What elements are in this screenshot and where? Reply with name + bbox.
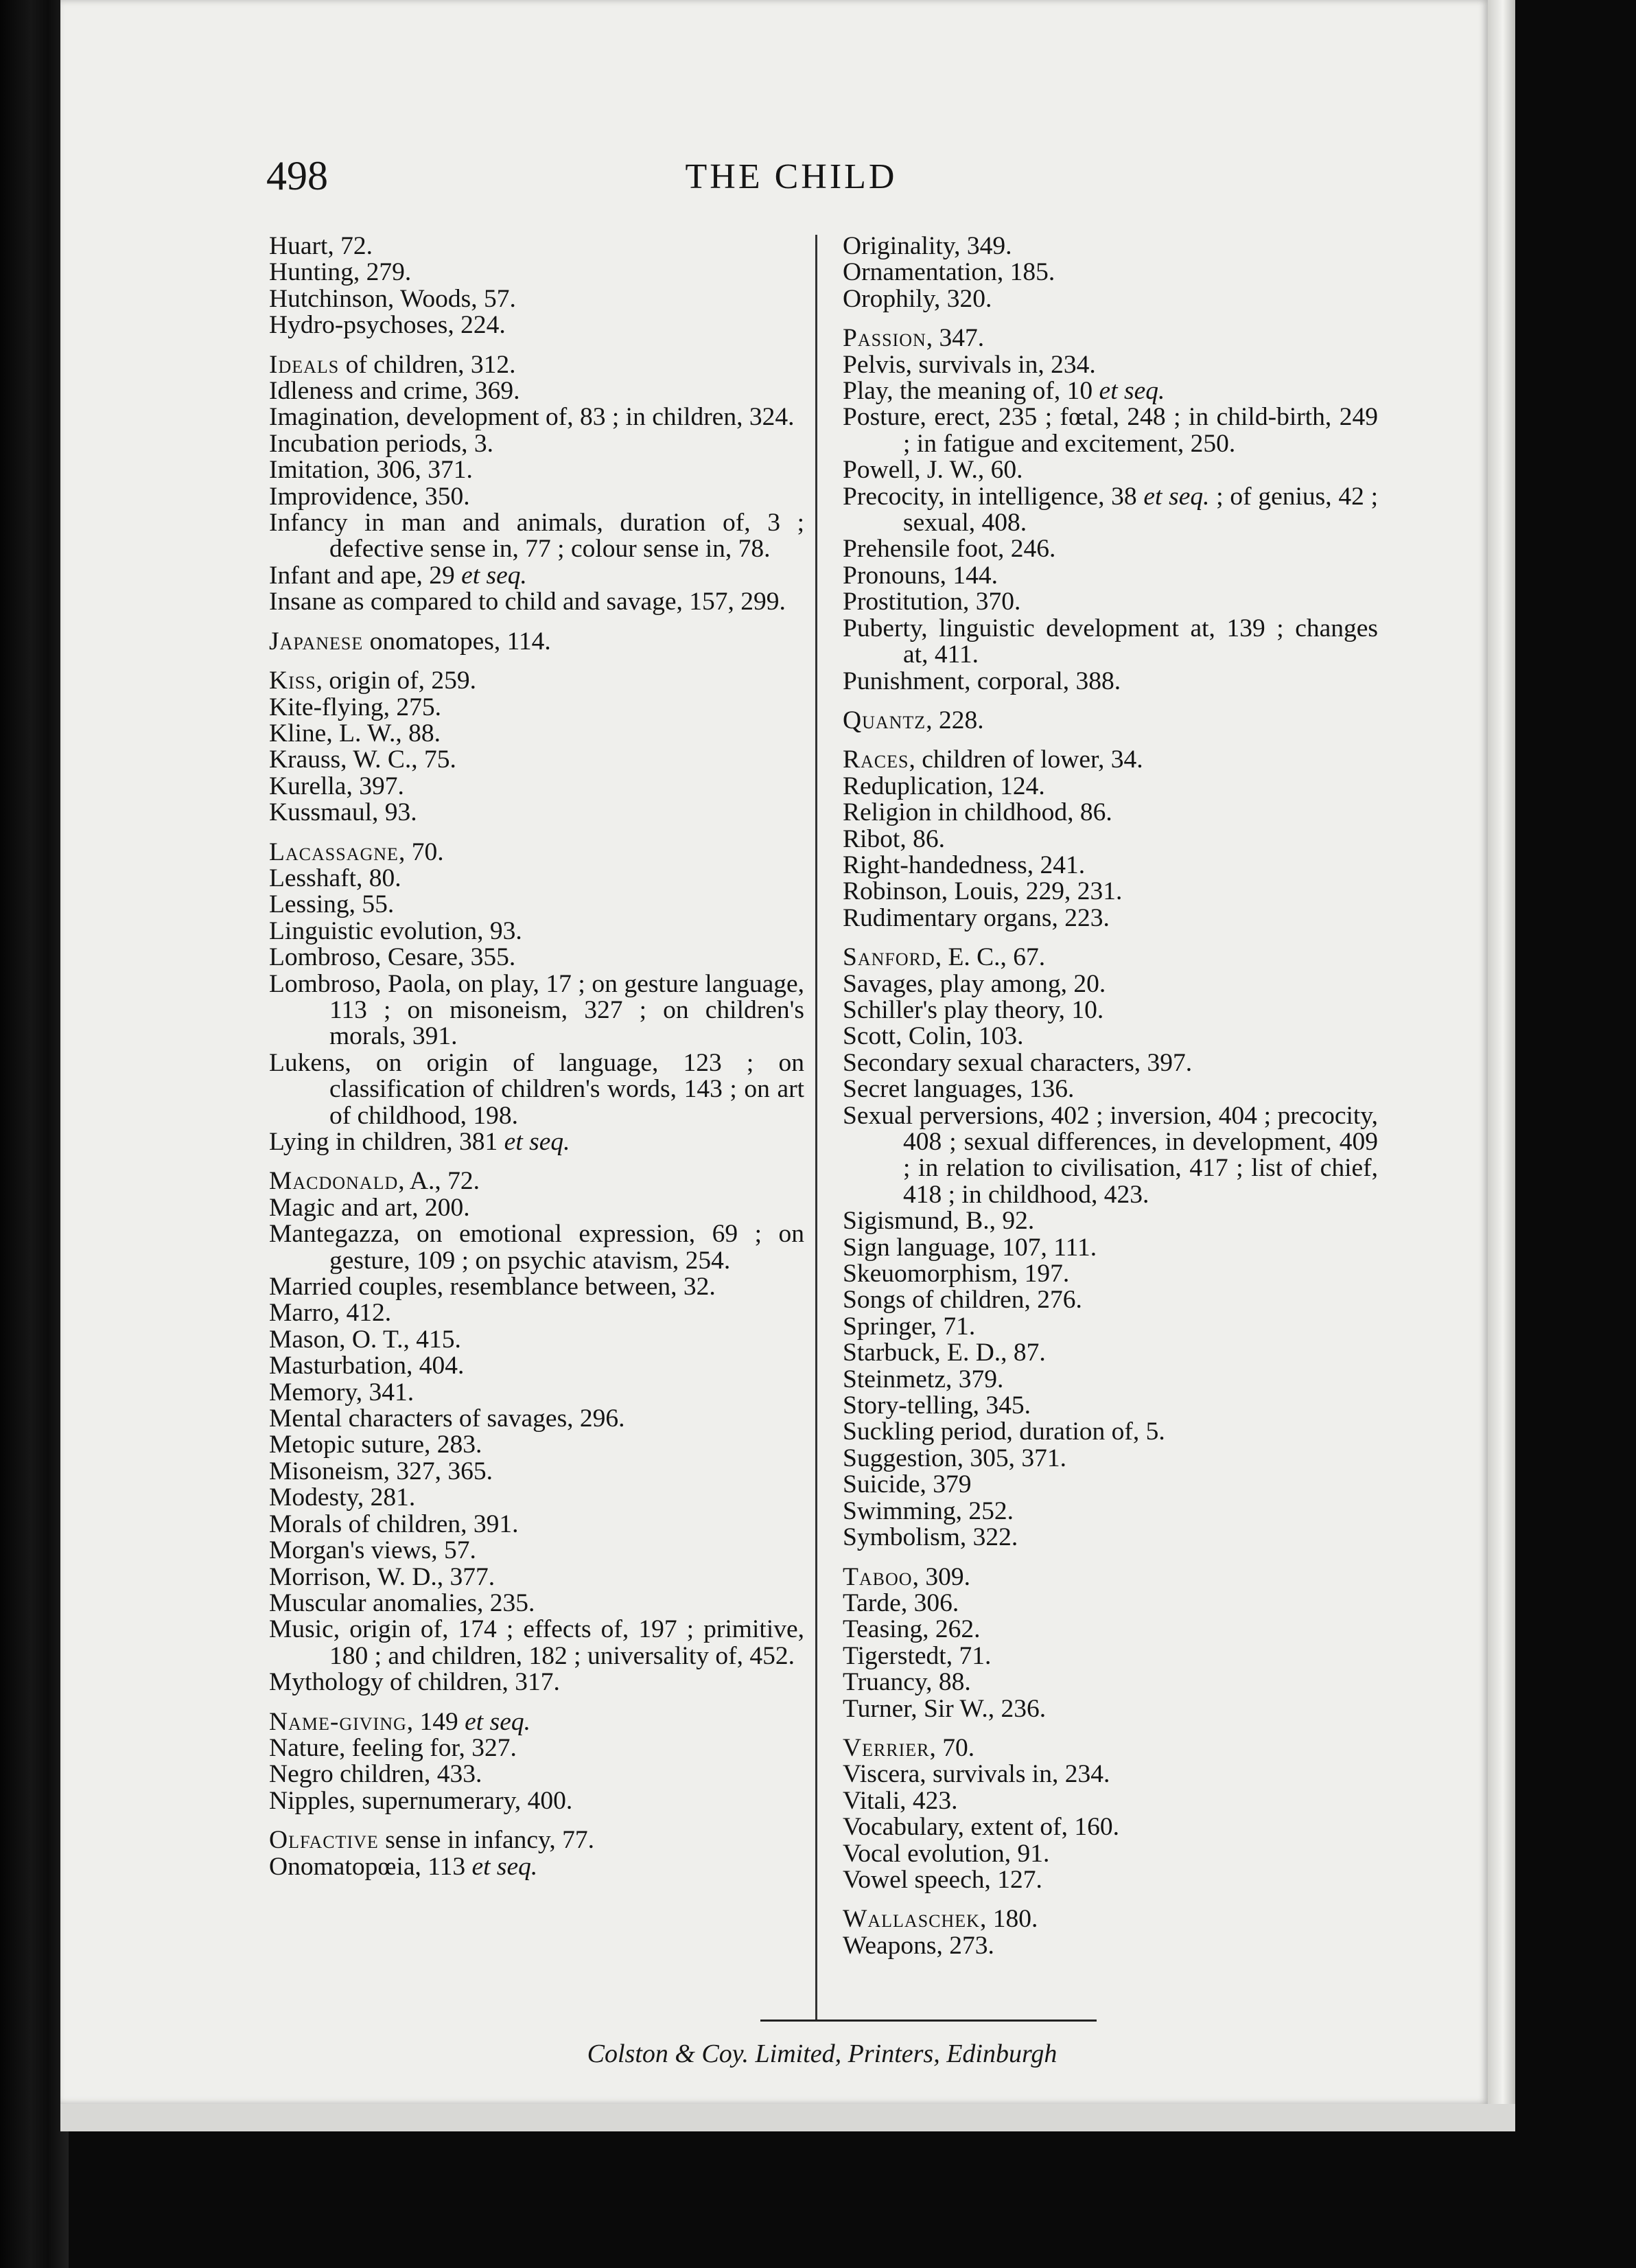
index-entry xyxy=(843,1050,1378,1076)
index-entry xyxy=(843,826,1378,853)
entry-text: Morals of children, 391. xyxy=(269,1509,519,1538)
index-entry xyxy=(843,1076,1378,1102)
index-entry xyxy=(843,1419,1378,1445)
entry-text: Suggestion, 305, 371. xyxy=(843,1444,1067,1472)
entry-text: Hunting, 279. xyxy=(269,258,412,287)
entry-text: Scott, Colin, 103. xyxy=(843,1022,1024,1051)
page-header xyxy=(266,152,1378,200)
index-column-left xyxy=(269,233,804,1893)
index-entry xyxy=(269,747,804,773)
entry-text: , 228. xyxy=(926,706,984,734)
index-entry xyxy=(843,1287,1378,1313)
index-entry xyxy=(843,1696,1378,1722)
entry-text: Weapons, 273. xyxy=(843,1931,994,1960)
entry-headword: Races xyxy=(843,745,909,774)
entry-text: Kussmaul, 93. xyxy=(269,798,417,827)
index-entry xyxy=(843,1340,1378,1366)
index-entry xyxy=(269,1827,804,1853)
index-entry xyxy=(843,669,1378,695)
index-letter-group xyxy=(269,668,804,826)
entry-text: Powell, J. W., 60. xyxy=(843,456,1023,485)
index-entry xyxy=(269,589,804,615)
index-entry xyxy=(269,1509,804,1538)
index-entry xyxy=(269,721,804,747)
entry-headword: Japanese xyxy=(269,627,364,656)
entry-text: Tigerstedt, 71. xyxy=(843,1641,992,1670)
entry-text: Vocal evolution, 91. xyxy=(843,1839,1050,1868)
index-entry xyxy=(843,1867,1378,1893)
index-entry xyxy=(269,1221,804,1274)
index-entry xyxy=(843,325,1378,351)
index-entry xyxy=(269,312,804,338)
entry-text: Huart, 72. xyxy=(269,232,373,260)
entry-text: Kline, L. W., 88. xyxy=(269,719,441,748)
index-entry xyxy=(843,850,1378,879)
index-entry xyxy=(843,1498,1378,1525)
running-title: THE CHILD xyxy=(685,157,898,196)
entry-text: Hutchinson, Woods, 57. xyxy=(269,284,516,313)
column-divider xyxy=(815,235,817,2020)
index-entry xyxy=(843,404,1378,457)
entry-text: Vowel speech, 127. xyxy=(843,1865,1042,1894)
entry-text: , 347. xyxy=(926,324,985,353)
index-entry xyxy=(269,233,804,259)
entry-text: Nipples, supernumerary, 400. xyxy=(269,1786,573,1815)
entry-text: Songs of children, 276. xyxy=(843,1286,1082,1315)
entry-text: , 149 xyxy=(406,1707,465,1736)
index-entry xyxy=(269,1195,804,1221)
entry-text: Prostitution, 370. xyxy=(843,588,1021,616)
index-entry xyxy=(269,1274,804,1300)
index-entry xyxy=(269,484,804,510)
index-entry xyxy=(269,1617,804,1669)
index-entry xyxy=(843,1906,1378,1932)
entry-text: Married couples, resemblance between, 32. xyxy=(269,1273,716,1301)
index-entry xyxy=(843,1761,1378,1787)
index-entry xyxy=(843,1208,1378,1234)
book-spine xyxy=(0,0,69,2268)
entry-text: Idleness and crime, 369. xyxy=(269,377,520,406)
index-entry xyxy=(269,457,804,483)
entry-text: Mason, O. T., 415. xyxy=(269,1325,461,1354)
index-entry xyxy=(843,708,1378,734)
index-entry xyxy=(269,1406,804,1432)
entry-italic: et seq. xyxy=(504,1128,570,1156)
index-letter-group xyxy=(269,352,804,616)
entry-text: Skeuomorphism, 197. xyxy=(843,1260,1070,1288)
index-entry xyxy=(269,1050,804,1129)
index-entry xyxy=(269,1129,804,1155)
entry-text: Hydro-psychoses, 224. xyxy=(269,311,506,340)
entry-text: Ribot, 86. xyxy=(843,824,945,853)
index-entry xyxy=(269,378,804,404)
entry-text: Muscular anomalies, 235. xyxy=(269,1588,535,1617)
index-entry xyxy=(269,971,804,1050)
entry-text: Precocity, in intelligence, 38 xyxy=(843,482,1144,511)
entry-text: Reduplication, 124. xyxy=(843,772,1045,800)
entry-italic: et seq. xyxy=(465,1707,530,1736)
index-entry xyxy=(269,1459,804,1485)
index-entry xyxy=(269,866,804,892)
index-letter-group xyxy=(269,629,804,655)
index-entry xyxy=(269,1788,804,1814)
index-entry xyxy=(843,879,1378,905)
entry-text: Ornamentation, 185. xyxy=(843,258,1055,287)
index-entry xyxy=(843,536,1378,562)
entry-text: Linguistic evolution, 93. xyxy=(269,916,522,945)
index-entry xyxy=(843,1669,1378,1696)
index-entry xyxy=(843,1788,1378,1814)
entry-text: Mythology of children, 317. xyxy=(269,1668,560,1697)
page-number: 498 xyxy=(266,153,328,198)
index-entry xyxy=(843,484,1378,537)
index-entry xyxy=(269,945,804,971)
entry-text: Negro children, 433. xyxy=(269,1760,482,1789)
entry-text: Tarde, 306. xyxy=(843,1588,959,1617)
entry-text: Swimming, 252. xyxy=(843,1496,1014,1525)
entry-text: Puberty, linguistic development at, 139 ; changes at, 411. xyxy=(843,614,1378,669)
entry-text: of children, 312. xyxy=(339,350,516,379)
index-letter-group xyxy=(269,837,804,1156)
index-entry xyxy=(269,1761,804,1787)
index-entry xyxy=(269,1353,804,1379)
entry-text: Lying in children, 381 xyxy=(269,1128,504,1156)
entry-text: Sexual perversions, 402 ; inversion, 404 ; precocity, 408 ; sexual differences, in development, 409 ; in relation to civilisation, 417 ; list of chief, 418 ; in childhood, 423. xyxy=(843,1101,1378,1209)
entry-text: Mantegazza, on emotional expression, 69 ; on gesture, 109 ; on psychic atavism, 254. xyxy=(269,1220,804,1275)
entry-headword: Macdonald xyxy=(269,1167,399,1196)
entry-headword: Olfactive xyxy=(269,1826,379,1855)
entry-text: Magic and art, 200. xyxy=(269,1193,470,1222)
entry-text: Pelvis, survivals in, 234. xyxy=(843,350,1096,379)
index-entry xyxy=(269,629,804,655)
index-entry xyxy=(843,1314,1378,1340)
index-entry xyxy=(269,1854,804,1880)
index-entry xyxy=(843,1643,1378,1669)
entry-text: Music, origin of, 174 ; effects of, 197 ; primitive, 180 ; and children, 182 ; universality of, 452. xyxy=(269,1615,804,1670)
index-letter-group xyxy=(843,1564,1378,1722)
entry-text: Modesty, 281. xyxy=(269,1483,416,1512)
index-entry xyxy=(269,1485,804,1511)
index-entry xyxy=(269,1590,804,1617)
index-entry xyxy=(843,1393,1378,1419)
printer-imprint: Colston & Coy. Limited, Printers, Edinburgh xyxy=(587,2039,1057,2068)
index-entry xyxy=(843,747,1378,773)
page-edge xyxy=(1488,0,1515,2104)
entry-text: Secondary sexual characters, 397. xyxy=(843,1048,1193,1077)
entry-text: , 70. xyxy=(398,837,444,866)
index-entry xyxy=(269,1735,804,1761)
index-entry xyxy=(269,1538,804,1564)
footer-rule xyxy=(760,2020,1097,2022)
index-entry xyxy=(843,352,1378,378)
entry-text: Lesshaft, 80. xyxy=(269,864,401,892)
entry-text: Viscera, survivals in, 234. xyxy=(843,1760,1110,1789)
index-column-right xyxy=(843,233,1378,1972)
entry-headword: Sanford xyxy=(843,943,935,972)
entry-italic: et seq. xyxy=(461,561,527,590)
index-entry xyxy=(269,695,804,721)
index-entry xyxy=(269,1300,804,1326)
index-entry xyxy=(843,286,1378,312)
entry-text: Symbolism, 322. xyxy=(843,1523,1018,1552)
index-letter-group xyxy=(843,1735,1378,1893)
entry-text: Teasing, 262. xyxy=(843,1615,981,1644)
index-entry xyxy=(269,286,804,312)
entry-text: Suckling period, duration of, 5. xyxy=(843,1418,1165,1446)
index-entry xyxy=(843,457,1378,483)
entry-text: Kurella, 397. xyxy=(269,772,404,800)
entry-text: Suicide, 379 xyxy=(843,1470,972,1499)
index-entry xyxy=(843,233,1378,259)
index-entry xyxy=(843,1735,1378,1761)
index-letter-group xyxy=(843,747,1378,931)
entry-text: Misoneism, 327, 365. xyxy=(269,1457,493,1485)
index-letter-group xyxy=(843,708,1378,734)
entry-text: Memory, 341. xyxy=(269,1378,414,1407)
entry-text: Originality, 349. xyxy=(843,232,1012,260)
entry-text: Lombroso, Paola, on play, 17 ; on gesture language, 113 ; on misoneism, 327 ; on children's morals, 391. xyxy=(269,969,804,1051)
entry-italic: et seq. xyxy=(1099,377,1165,406)
entry-text: Right-handedness, 241. xyxy=(843,850,1086,879)
index-entry xyxy=(269,1380,804,1406)
index-letter-group xyxy=(843,233,1378,312)
index-entry xyxy=(269,563,804,589)
index-entry xyxy=(843,259,1378,286)
index-entry xyxy=(843,1446,1378,1472)
index-entry xyxy=(269,1669,804,1696)
index-letter-group xyxy=(843,945,1378,1551)
index-entry xyxy=(843,1367,1378,1393)
entry-headword: Passion xyxy=(843,324,926,353)
entry-text: Starbuck, E. D., 87. xyxy=(843,1339,1046,1367)
index-entry xyxy=(843,589,1378,615)
entry-text: Masturbation, 404. xyxy=(269,1352,465,1380)
entry-text: Morrison, W. D., 377. xyxy=(269,1562,495,1591)
index-entry xyxy=(843,1617,1378,1643)
index-letter-group xyxy=(269,1168,804,1696)
entry-text: Punishment, corporal, 388. xyxy=(843,667,1121,695)
entry-text: Imitation, 306, 371. xyxy=(269,456,473,485)
entry-text: Krauss, W. C., 75. xyxy=(269,745,456,774)
index-entry xyxy=(843,1841,1378,1867)
index-entry xyxy=(843,1023,1378,1050)
entry-text: Morgan's views, 57. xyxy=(269,1536,476,1565)
index-entry xyxy=(843,1261,1378,1287)
entry-headword: Name-giving xyxy=(269,1707,407,1736)
entry-text: Rudimentary organs, 223. xyxy=(843,903,1110,932)
index-entry xyxy=(843,1933,1378,1959)
index-entry xyxy=(843,800,1378,826)
entry-text: Robinson, Louis, 229, 231. xyxy=(843,877,1123,906)
index-entry xyxy=(269,1327,804,1353)
entry-text: , 180. xyxy=(979,1905,1038,1934)
index-entry xyxy=(843,563,1378,589)
index-entry xyxy=(843,1525,1378,1551)
entry-text: onomatopes, 114. xyxy=(363,627,551,656)
entry-headword: Kiss xyxy=(269,667,316,695)
entry-headword: Quantz xyxy=(843,706,926,734)
entry-text: Lukens, on origin of language, 123 ; on classification of children's words, 143 ; on art of childhood, 198. xyxy=(269,1048,804,1130)
entry-text: Story-telling, 345. xyxy=(843,1391,1031,1420)
entry-headword: Lacassagne xyxy=(269,837,399,866)
index-entry xyxy=(269,918,804,945)
entry-text: Sign language, 107, 111. xyxy=(843,1233,1097,1262)
entry-text: , A., 72. xyxy=(398,1167,480,1196)
entry-text: Lessing, 55. xyxy=(269,890,395,919)
entry-text: Insane as compared to child and savage, 157, 299. xyxy=(269,588,786,616)
entry-text: , children of lower, 34. xyxy=(909,745,1143,774)
entry-headword: Ideals xyxy=(269,350,340,379)
entry-text: Springer, 71. xyxy=(843,1312,976,1341)
entry-text: Metopic suture, 283. xyxy=(269,1431,482,1459)
entry-text: Lombroso, Cesare, 355. xyxy=(269,943,516,972)
index-entry xyxy=(269,404,804,430)
index-entry xyxy=(843,1103,1378,1209)
entry-text: Incubation periods, 3. xyxy=(269,429,494,458)
entry-text: , 309. xyxy=(912,1562,970,1591)
index-entry xyxy=(843,997,1378,1023)
index-entry xyxy=(269,259,804,286)
entry-text: , origin of, 259. xyxy=(316,667,476,695)
entry-text: Religion in childhood, 86. xyxy=(843,798,1112,827)
entry-text: Vocabulary, extent of, 160. xyxy=(843,1813,1120,1842)
entry-headword: Wallaschek xyxy=(843,1905,980,1934)
entry-text: , 70. xyxy=(929,1733,975,1762)
index-entry xyxy=(269,1564,804,1590)
entry-text: , E. C., 67. xyxy=(935,943,1046,972)
entry-text: Play, the meaning of, 10 xyxy=(843,377,1099,406)
entry-text: Improvidence, 350. xyxy=(269,482,470,511)
index-entry xyxy=(843,945,1378,971)
index-letter-group xyxy=(269,233,804,339)
entry-text: Infant and ape, 29 xyxy=(269,561,462,590)
entry-text: Infancy in man and animals, duration of, 3 ; defective sense in, 77 ; colour sense in, 78. xyxy=(269,509,804,564)
index-entry xyxy=(269,774,804,800)
entry-text: Orophily, 320. xyxy=(843,284,992,313)
index-entry xyxy=(269,431,804,457)
index-entry xyxy=(269,510,804,563)
entry-text: Secret languages, 136. xyxy=(843,1075,1075,1104)
index-entry xyxy=(843,1564,1378,1590)
index-entry xyxy=(843,1590,1378,1617)
index-letter-group xyxy=(269,1709,804,1815)
entry-text: Sigismund, B., 92. xyxy=(843,1207,1035,1236)
entry-text: Onomatopœia, 113 xyxy=(269,1852,472,1881)
index-entry xyxy=(269,1168,804,1194)
entry-text: Imagination, development of, 83 ; in children, 324. xyxy=(269,403,795,432)
index-entry xyxy=(843,378,1378,404)
entry-text-continued: ; of genius, 42 ; sexual, 408. xyxy=(903,482,1378,537)
page-bottom-edge xyxy=(60,2104,1515,2131)
index-entry xyxy=(269,352,804,378)
index-entry xyxy=(843,905,1378,931)
entry-text: Savages, play among, 20. xyxy=(843,969,1106,998)
entry-text: Truancy, 88. xyxy=(843,1668,971,1697)
entry-headword: Verrier xyxy=(843,1733,930,1762)
index-letter-group xyxy=(269,1827,804,1880)
entry-text: Steinmetz, 379. xyxy=(843,1365,1004,1393)
index-entry xyxy=(269,837,804,866)
entry-text: Pronouns, 144. xyxy=(843,561,998,590)
index-letter-group xyxy=(843,1906,1378,1959)
entry-headword: Taboo xyxy=(843,1562,913,1591)
entry-text: Mental characters of savages, 296. xyxy=(269,1404,625,1433)
index-letter-group xyxy=(843,325,1378,695)
entry-text: Kite-flying, 275. xyxy=(269,693,442,721)
entry-text: Marro, 412. xyxy=(269,1299,392,1328)
index-entry xyxy=(843,1472,1378,1498)
index-entry xyxy=(843,1814,1378,1840)
index-entry xyxy=(269,800,804,826)
entry-text: Vitali, 423. xyxy=(843,1786,958,1815)
entry-text: Schiller's play theory, 10. xyxy=(843,995,1104,1024)
index-entry xyxy=(843,1235,1378,1261)
entry-text: sense in infancy, 77. xyxy=(378,1826,594,1855)
entry-text: Posture, erect, 235 ; fœtal, 248 ; in child-birth, 249 ; in fatigue and excitement, 250. xyxy=(843,403,1378,458)
index-entry xyxy=(269,1709,804,1735)
index-entry xyxy=(269,668,804,694)
index-entry xyxy=(843,774,1378,800)
entry-italic: et seq. xyxy=(471,1852,538,1881)
entry-text: Turner, Sir W., 236. xyxy=(843,1694,1047,1723)
entry-text: Prehensile foot, 246. xyxy=(843,535,1056,564)
index-entry xyxy=(843,971,1378,997)
index-entry xyxy=(269,892,804,918)
entry-italic: et seq. xyxy=(1143,482,1210,511)
entry-text: Nature, feeling for, 327. xyxy=(269,1733,517,1762)
index-entry xyxy=(843,616,1378,669)
index-entry xyxy=(269,1432,804,1458)
